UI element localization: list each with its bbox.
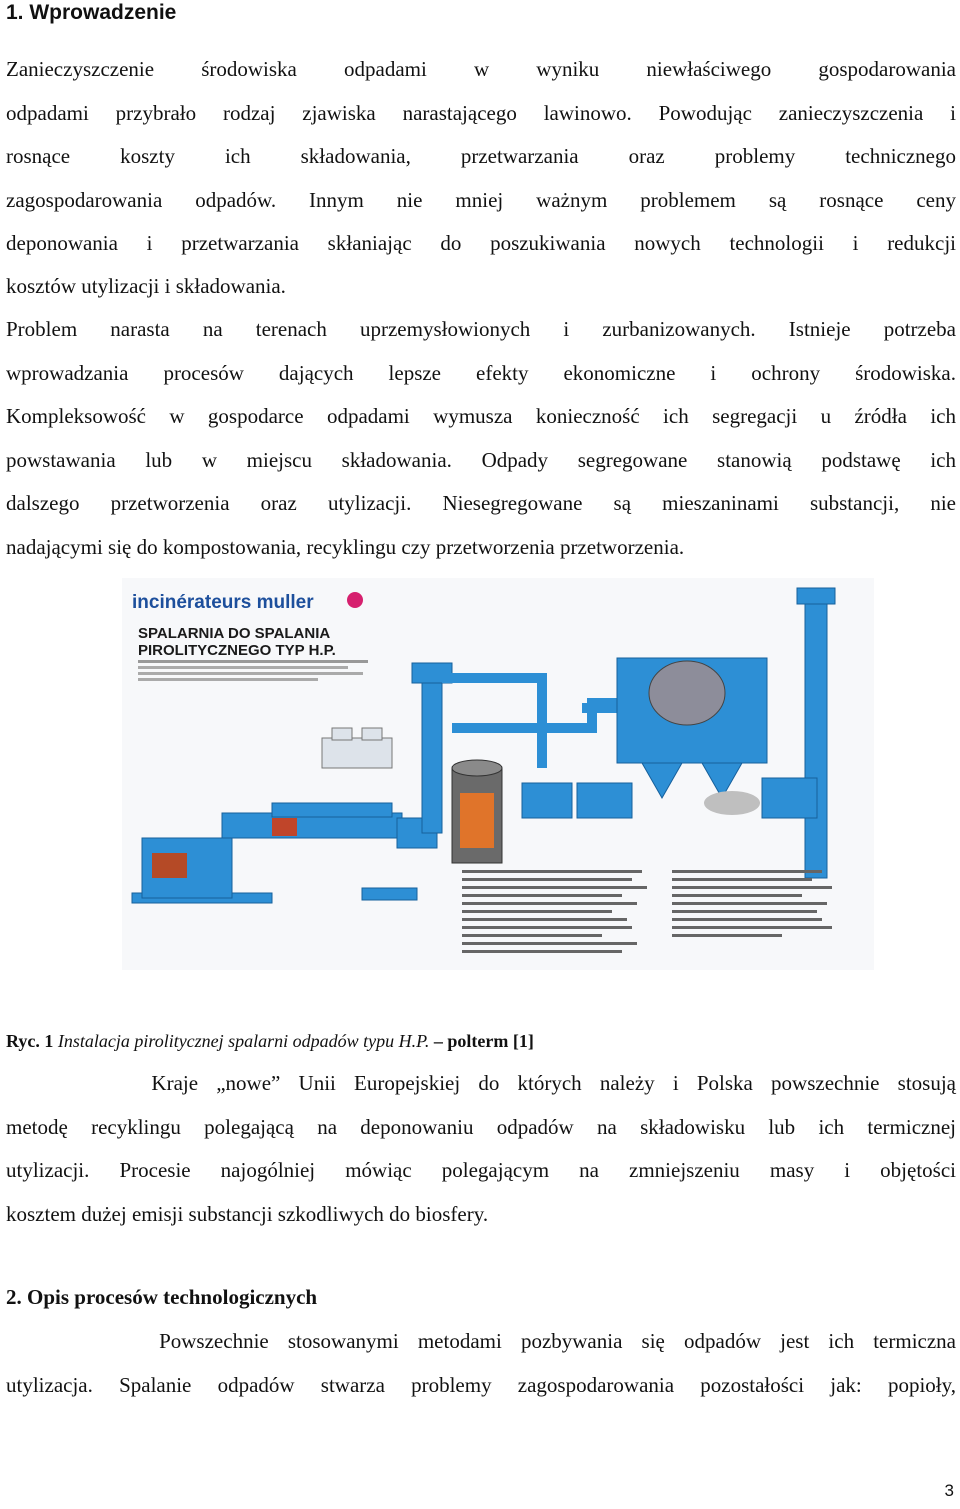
paragraph-line: wprowadzania procesów dających lepsze efekty ekonomiczne i ochrony środowiska. [6, 361, 956, 385]
paragraph-line: rosnące koszty ich składowania, przetwarzania oraz problemy technicznego [6, 144, 956, 168]
paragraph-line: metodę recyklingu polegającą na deponowaniu odpadów na składowisku lub ich termicznej [6, 1115, 956, 1139]
section-heading-1: 1. Wprowadzenie [6, 1, 177, 24]
figure-title-line1: SPALARNIA DO SPALANIA [138, 625, 331, 642]
paragraph-line: zagospodarowania odpadów. Innym nie mniej ważnym problemem są rosnące ceny [6, 188, 956, 212]
caption-label: Ryc. 1 [6, 1031, 54, 1051]
paragraph-line: deponowania i przetwarzania skłaniając do poszukiwania nowych technologii i redukcji [6, 231, 956, 255]
paragraph-line: kosztów utylizacji i składowania. [6, 274, 286, 298]
paragraph-line: powstawania lub w miejscu składowania. Odpady segregowane stanowią podstawę ich [6, 448, 956, 472]
paragraph-line: dalszego przetworzenia oraz utylizacji. Niesegregowane są mieszaninami substancji, nie [6, 491, 956, 515]
paragraph-line: odpadami przybrało rodzaj zjawiska narastającego lawinowo. Powodując zanieczyszczenia i [6, 101, 956, 125]
figure-title-line2: PIROLITYCZNEGO TYP H.P. [138, 642, 336, 659]
paragraph-line: Kompleksowość w gospodarce odpadami wymusza konieczność ich segregacji u źródła ich [6, 404, 956, 428]
figure-brand: incinérateurs muller [132, 592, 314, 613]
paragraph-line: utylizacja. Spalanie odpadów stwarza problemy zagospodarowania pozostałości jak: popioły, [6, 1373, 956, 1397]
paragraph-line: Problem narasta na terenach uprzemysłowionych i zurbanizowanych. Istnieje potrzeba [6, 317, 956, 341]
paragraph-line: Powszechnie stosowanymi metodami pozbywania się odpadów jest ich termiczna [6, 1329, 956, 1353]
section-heading-2: 2. Opis procesów technologicznych [6, 1285, 318, 1309]
page-number: 3 [944, 1481, 954, 1500]
incinerator-figure [122, 578, 874, 970]
caption-title: Instalacja pirolitycznej spalarni odpadów typu H.P. [57, 1031, 430, 1051]
paragraph-line: nadającymi się do kompostowania, recyklingu czy przetworzenia przetworzenia. [6, 535, 685, 559]
figure-caption [6, 1029, 534, 1053]
paragraph-line: kosztem dużej emisji substancji szkodliwych do biosfery. [6, 1202, 489, 1226]
paragraph-line: utylizacji. Procesie najogólniej mówiąc polegającym na zmniejszeniu masy i objętości [6, 1158, 956, 1182]
paragraph-line: Kraje „nowe” Unii Europejskiej do których należy i Polska powszechnie stosują [6, 1071, 956, 1095]
paragraph-line: Zanieczyszczenie środowiska odpadami w wyniku niewłaściwego gospodarowania [6, 57, 956, 81]
caption-source: – polterm [1] [433, 1031, 534, 1051]
